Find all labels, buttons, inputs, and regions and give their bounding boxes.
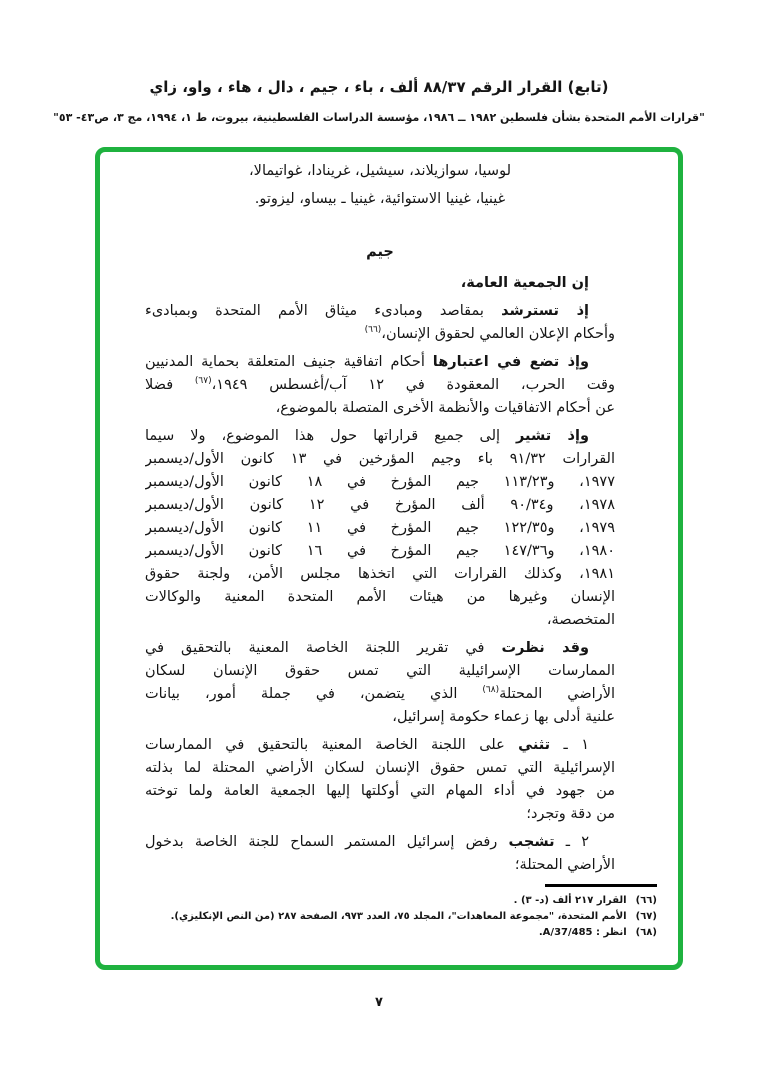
text-segment: الأراضي المحتلة؛ <box>514 857 615 873</box>
text-segment: وأحكام الإعلان العالمي لحقوق الإنسان، <box>381 326 615 342</box>
text-segment: على اللجنة الخاصة المعنية بالتحقيق في الممارسات <box>145 737 519 753</box>
text-segment: وقت الحرب، المعقودة في ١٢ آب/أغسطس ١٩٤٩، <box>211 377 615 393</box>
text-segment: الممارسات الإسرائيلية التي تمس حقوق الإنسان لسكان <box>145 663 615 679</box>
text-line <box>145 803 615 826</box>
text-segment: القرارات ٩١/٣٢ باء وجيم المؤرخين في ١٣ كانون الأول/ديسمبر <box>145 451 615 467</box>
footnote-ref: (٦٦) <box>364 325 382 335</box>
footnote-text: انظر : A/37/485. <box>538 927 627 938</box>
text-segment: ١٩٧٨، و٩٠/٣٤ ألف المؤرخ في ١٢ كانون الأول/ديسمبر <box>145 497 615 513</box>
text-line <box>145 586 615 609</box>
text-segment: ١٩٧٧، و١١٣/٢٣ جيم المؤرخ في ١٨ كانون الأول/ديسمبر <box>145 474 615 490</box>
text-line <box>145 637 615 660</box>
text-segment: بمقاصد ومبادىء ميثاق الأمم المتحدة وبمبادىء <box>145 303 502 319</box>
footnote-marker: (٦٧) <box>635 911 657 922</box>
text-segment: جيم <box>366 244 394 260</box>
footnote <box>115 925 657 941</box>
text-segment: وإذ تشير <box>516 428 589 444</box>
footnote-ref: (٦٧) <box>194 376 212 386</box>
text-line <box>145 563 615 586</box>
text-line <box>145 471 615 494</box>
text-line <box>145 540 615 563</box>
text-line <box>145 397 615 420</box>
text-segment: من دقة وتجرد؛ <box>526 806 615 822</box>
text-line <box>145 757 615 780</box>
text-line <box>145 706 615 729</box>
text-line <box>145 351 615 374</box>
footnote-marker: (٦٨) <box>635 927 657 938</box>
text-segment: ١ ـ <box>550 737 590 753</box>
header-title: (تابع) القرار الرقم ٨٨/٣٧ ألف ، باء ، جيم ، دال ، هاء ، واو، زاي <box>149 78 609 96</box>
text-segment: إن الجمعية العامة، <box>460 275 589 291</box>
text-line <box>145 241 615 264</box>
text-segment: ١٩٨١، وكذلك القرارات التي اتخذها مجلس الأمن، ولجنة حقوق <box>145 566 615 582</box>
text-line <box>145 683 615 706</box>
text-segment: علنية أدلى بها زعماء حكومة إسرائيل، <box>392 709 615 725</box>
text-segment: فضلا <box>145 377 195 393</box>
text-line <box>145 300 615 323</box>
text-line <box>145 831 615 854</box>
text-segment: وإذ تضع في اعتبارها <box>432 354 589 370</box>
document-body <box>145 160 615 877</box>
text-segment: الإسرائيلية التي تمس حقوق الإنسان لسكان الأراضي المحتلة لما بذلته <box>145 760 615 776</box>
text-segment: رفض إسرائيل المستمر السماح للجنة الخاصة بدخول <box>145 834 509 850</box>
header-source-citation: "قرارات الأمم المتحدة بشأن فلسطين ١٩٨٢ ــ ١٩٨٦، مؤسسة الدراسات الفلسطينية، بيروت، ط ١، ١٩٩٤، مج ٣، ص٤٣- ٥٣" <box>53 111 705 124</box>
text-line <box>145 188 615 211</box>
footnotes <box>115 893 657 941</box>
footnote-ref: (٦٨) <box>482 685 500 695</box>
text-line <box>145 272 615 295</box>
text-segment: إذ تسترشد <box>501 303 590 319</box>
footnote-separator <box>545 884 657 887</box>
text-segment: غينيا، غينيا الاستوائية، غينيا ـ بيساو، ليزوتو. <box>254 191 506 207</box>
text-segment: الأراضي المحتلة <box>499 686 615 702</box>
text-segment: تثني <box>518 737 551 753</box>
footnote <box>115 893 657 909</box>
text-segment: ٢ ـ <box>554 834 589 850</box>
text-segment: في تقرير اللجنة الخاصة المعنية بالتحقيق في <box>145 640 502 656</box>
text-segment: ١٩٧٩، و١٢٢/٣٥ جيم المؤرخ في ١١ كانون الأول/ديسمبر <box>145 520 615 536</box>
text-line <box>145 323 615 346</box>
text-segment: من جهود في أداء المهام التي أوكلتها إليها الجمعية العامة ولما توخته <box>145 783 615 799</box>
text-line <box>145 660 615 683</box>
text-line <box>145 448 615 471</box>
text-segment: ١٩٨٠، و١٤٧/٣٦ جيم المؤرخ في ١٦ كانون الأول/ديسمبر <box>145 543 615 559</box>
text-line <box>145 734 615 757</box>
text-segment: الذي يتضمن، في جملة أمور، بيانات <box>145 686 483 702</box>
footnote-marker: (٦٦) <box>635 895 657 906</box>
footnote <box>115 909 657 925</box>
page-number: ٧ <box>375 995 383 1010</box>
text-segment: الإنسان وغيرها من هيئات الأمم المتحدة المعنية والوكالات <box>145 589 615 605</box>
text-line <box>145 494 615 517</box>
text-line <box>145 517 615 540</box>
text-line <box>145 160 615 183</box>
text-segment: تشجب <box>508 834 555 850</box>
text-segment: إلى جميع قراراتها حول هذا الموضوع، ولا سيما <box>145 428 517 444</box>
text-segment: وقد نظرت <box>501 640 589 656</box>
footnote-text: القرار ٢١٧ ألف (د- ٣) . <box>513 895 627 906</box>
text-segment: المتخصصة، <box>546 612 615 628</box>
text-segment: أحكام اتفاقية جنيف المتعلقة بحماية المدنيين <box>145 354 433 370</box>
text-line <box>145 854 615 877</box>
text-line <box>145 609 615 632</box>
footnote-text: الأمم المتحدة، "مجموعة المعاهدات"، المجلد ٧٥، العدد ٩٧٣، الصفحة ٢٨٧ (من النص الإنكليزي). <box>170 911 627 922</box>
text-segment: عن أحكام الاتفاقيات والأنظمة الأخرى المتصلة بالموضوع، <box>275 400 615 416</box>
text-line <box>145 425 615 448</box>
text-segment: لوسيا، سوازيلاند، سيشيل، غرينادا، غواتيمالا، <box>249 163 511 179</box>
text-line <box>145 780 615 803</box>
text-line <box>145 374 615 397</box>
